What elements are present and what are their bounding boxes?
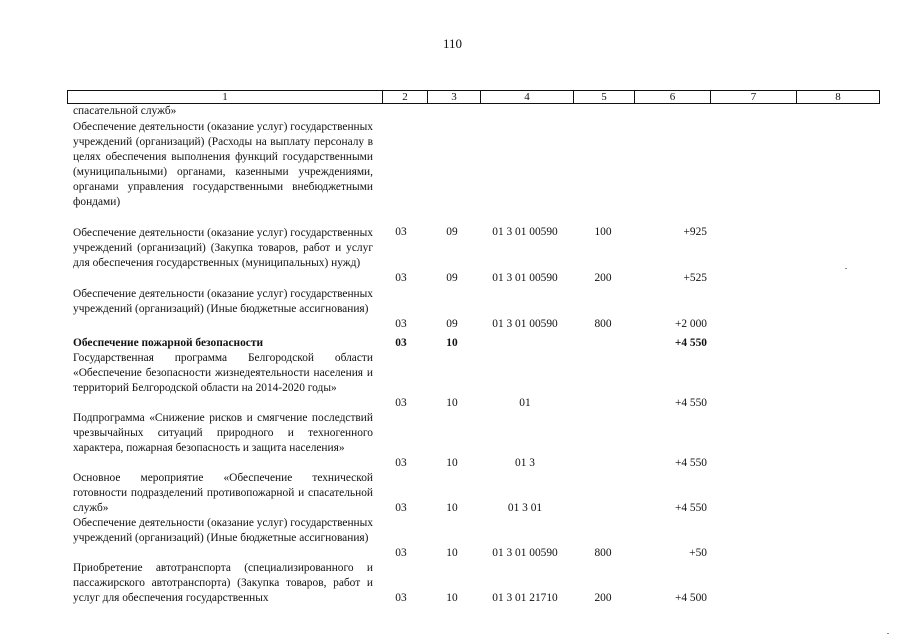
row-subsection: 10 xyxy=(446,397,458,409)
row-expense-type: 800 xyxy=(594,547,612,559)
row-description: Государственная программа Белгородской области «Обеспечение безопасности жизнедеятельности населения и территорий Белгородской области на 2014-2020 годы» xyxy=(73,352,373,394)
scan-speck xyxy=(845,268,847,269)
row-section: 03 xyxy=(395,318,407,330)
row-description: Обеспечение деятельности (оказание услуг) государственных учреждений (организаций) (Расходы на выплату персоналу в целях обеспечения выполнения функций государственными (муниципальными) органами, казенными учреждениями, органами управления государственными внебюджетными фондами) xyxy=(73,121,373,208)
row-section: 03 xyxy=(395,457,407,469)
row-description: Обеспечение деятельности (оказание услуг) государственных учреждений (организаций) (Иные бюджетные ассигнования) xyxy=(73,288,373,315)
header-cell-2: 2 xyxy=(402,91,408,103)
row-section: 03 xyxy=(395,337,407,349)
row-description: спасательной служб» xyxy=(73,105,177,117)
row-subsection: 09 xyxy=(446,318,458,330)
row-amount: +50 xyxy=(689,547,707,559)
row-expense-type: 200 xyxy=(594,592,612,604)
row-subsection: 10 xyxy=(446,337,458,349)
row-subsection: 09 xyxy=(446,272,458,284)
header-cell-4: 4 xyxy=(524,91,530,103)
row-description: Обеспечение деятельности (оказание услуг) государственных учреждений (организаций) (Иные бюджетные ассигнования) xyxy=(73,517,373,544)
row-subsection: 10 xyxy=(446,592,458,604)
row-section: 03 xyxy=(395,592,407,604)
row-description: Обеспечение деятельности (оказание услуг) государственных учреждений (организаций) (Закупка товаров, работ и услуг для обеспечения государственных (муниципальных) нужд) xyxy=(73,227,373,269)
row-subsection: 10 xyxy=(446,547,458,559)
row-section: 03 xyxy=(395,502,407,514)
row-description: Приобретение автотранспорта (специализированного и пассажирского автотранспорта) (Закупка товаров, работ и услуг для обеспечения государственных xyxy=(73,562,373,604)
row-description: Подпрограмма «Снижение рисков и смягчение последствий чрезвычайных ситуаций природного и техногенного характера, пожарная безопасность и защита населения» xyxy=(73,412,373,454)
header-cell-7: 7 xyxy=(750,91,757,103)
row-target-code: 01 3 01 21710 xyxy=(492,592,558,604)
header-cell-6: 6 xyxy=(669,91,676,103)
row-subsection: 09 xyxy=(446,226,458,238)
row-target-code: 01 xyxy=(519,397,531,409)
table-body xyxy=(0,104,905,604)
row-subsection: 10 xyxy=(446,457,458,469)
row-target-code: 01 3 xyxy=(515,457,535,469)
row-expense-type: 800 xyxy=(594,318,612,330)
row-section: 03 xyxy=(395,226,407,238)
row-amount: +4 500 xyxy=(674,592,707,604)
table-header-row xyxy=(67,90,880,104)
row-description: Обеспечение пожарной безопасности xyxy=(73,337,264,349)
row-amount: +4 550 xyxy=(674,397,707,409)
scan-speck xyxy=(887,633,889,634)
row-amount: +4 550 xyxy=(674,502,707,514)
row-target-code: 01 3 01 00590 xyxy=(492,547,558,559)
header-cell-1: 1 xyxy=(222,91,228,103)
row-subsection: 10 xyxy=(446,502,458,514)
row-target-code: 01 3 01 xyxy=(507,502,543,514)
header-cell-5: 5 xyxy=(601,91,607,103)
header-cell-3: 3 xyxy=(451,91,457,103)
row-section: 03 xyxy=(395,547,407,559)
row-expense-type: 200 xyxy=(594,272,612,284)
row-amount: +525 xyxy=(683,272,707,284)
page-number: 110 xyxy=(442,36,463,51)
row-expense-type: 100 xyxy=(594,226,612,238)
header-cell-8: 8 xyxy=(835,91,841,103)
row-section: 03 xyxy=(395,272,407,284)
row-section: 03 xyxy=(395,397,407,409)
row-amount: +4 550 xyxy=(674,337,707,349)
row-amount: +925 xyxy=(683,226,707,238)
row-target-code: 01 3 01 00590 xyxy=(492,272,558,284)
row-target-code: 01 3 01 00590 xyxy=(492,226,558,238)
row-target-code: 01 3 01 00590 xyxy=(492,318,558,330)
row-amount: +4 550 xyxy=(674,457,707,469)
row-amount: +2 000 xyxy=(674,318,707,330)
row-description: Основное мероприятие «Обеспечение технической готовности подразделений противопожарной и спасательной служб» xyxy=(73,472,373,514)
